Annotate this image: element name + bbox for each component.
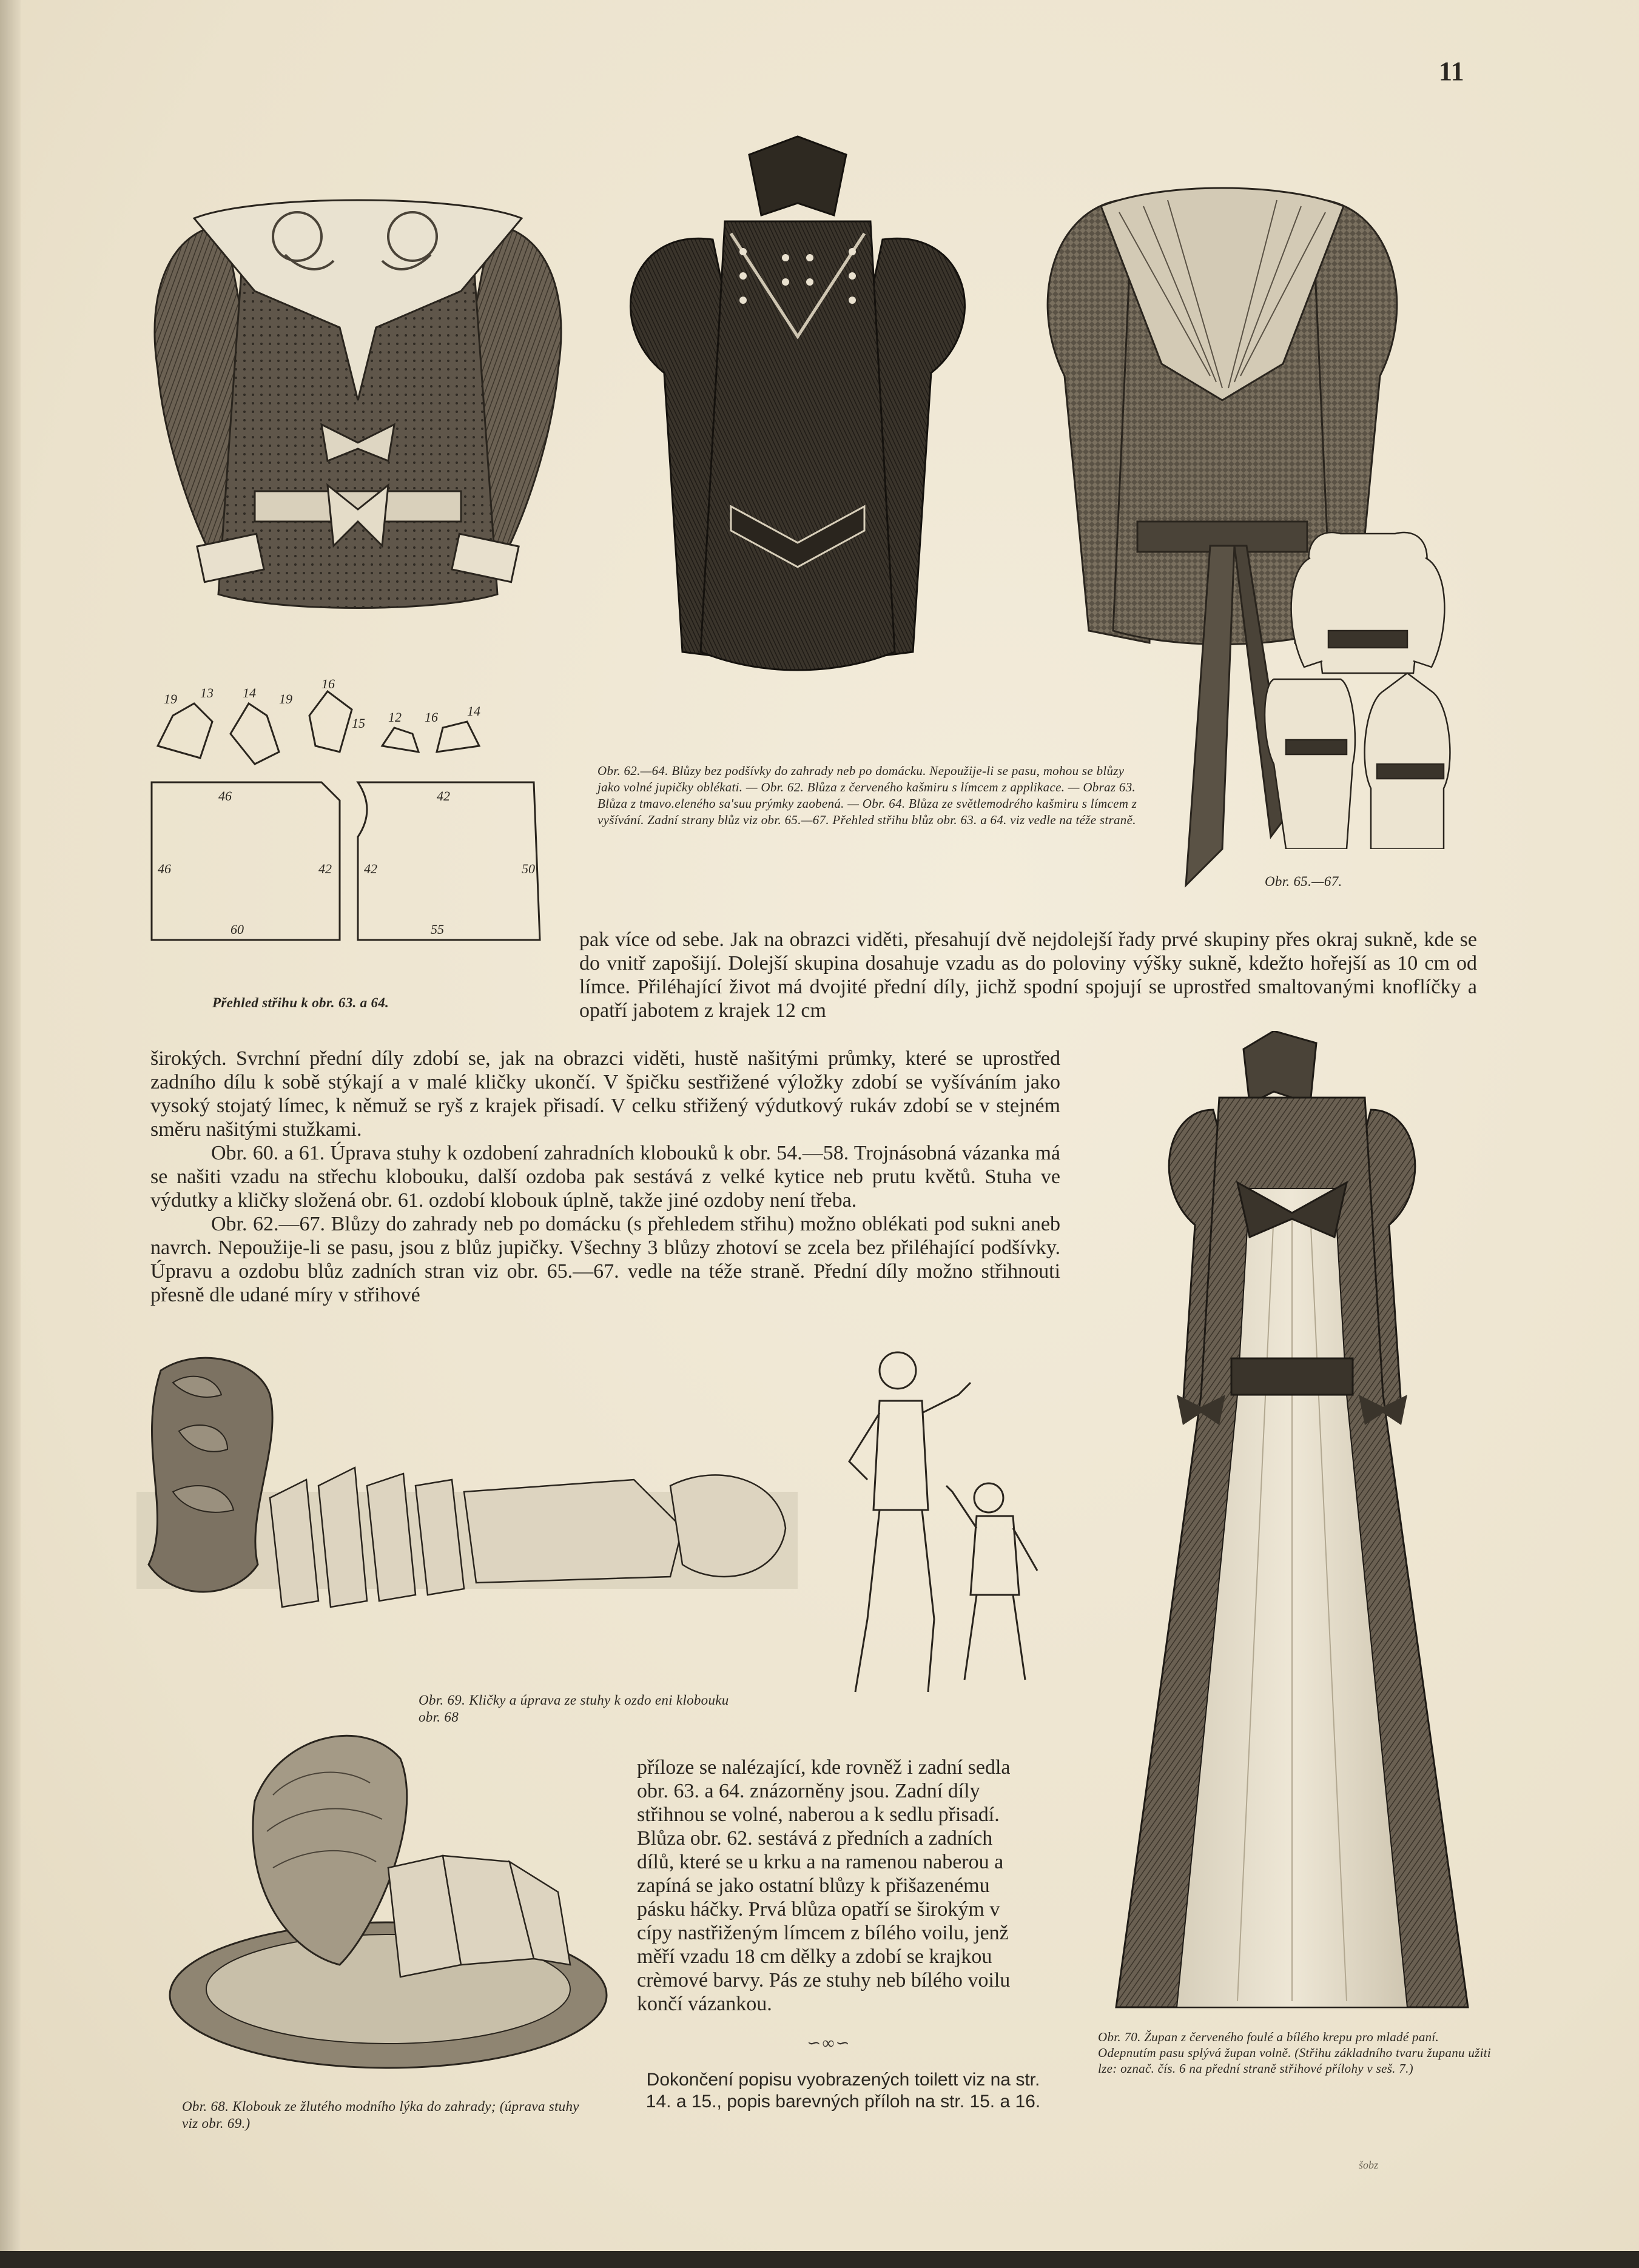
pattern-label-top-3: 14	[243, 685, 256, 700]
figure-68-hat	[158, 1710, 631, 2086]
caption-figure-69: Obr. 69. Kličky a úprava ze stuhy k ozdo eni klobouku obr. 68	[419, 1693, 729, 1725]
page-gutter-shadow	[0, 0, 21, 2268]
ornament-divider: ∽∞∽	[807, 2034, 851, 2053]
caption-figures-62-64: Obr. 62.—64. Blůzy bez podšívky do zahrady neb po domácku. Nepoužije-li se pasu, mohou se blůzy jako volné jupičky oblékati. — Obr. 62. Blůza z červeného kašmiru s límcem z applikace. — Obraz 63. Blůza z tmavo.eleného sa'suu prýmky zaobená. — Obr. 64. Blůza ze světlemodrého kašmiru s límcem z vyšívání. Zadní strany blůz viz obr. 65.—67. Přehled střihu blůz obr. 63. a 64. viz vedle na téže straně.	[597, 763, 1137, 827]
caption-figure-70: Obr. 70. Župan z červeného foulé a bílého krepu pro mladé paní. Odepnutím pasu splývá župan volně. (Střihu základního tvaru županu užiti lze: označ. čís. 6 na přední straně střihové přílohy v seš. 7.)	[1098, 2030, 1492, 2076]
pattern-label-top-2: 13	[200, 685, 214, 700]
caption-figures-65-67: Obr. 65.—67.	[1265, 874, 1342, 889]
figure-70-gown	[1092, 1031, 1492, 2013]
pattern-label-top-8: 16	[425, 710, 438, 725]
pattern-label-mid-left-height: 42	[318, 861, 332, 876]
pattern-label-left-height: 46	[158, 861, 171, 876]
pattern-label-top-1: 19	[164, 691, 177, 706]
page-bottom-edge	[0, 2251, 1639, 2268]
caption-pattern: Přehled střihu k obr. 63. a 64.	[212, 995, 389, 1010]
figure-65-67-back-views	[1250, 509, 1468, 849]
pattern-label-top-4: 19	[279, 691, 292, 706]
pattern-label-back-width: 42	[437, 788, 450, 804]
body-paragraph-lower: příloze se nalézající, kde rovněž i zadní sedla obr. 63. a 64. znázorněny jsou. Zadní díly střihnou se volné, naberou a k sedlu přisadí. Blůza obr. 62. sestává z předních a zadních dílů, které se u krku a na ramenou naberou a zapíná se jako ostatní blůzy k přišazenému pásku háčky. Prvá blůza opatří se širokým v cípy nastřiženým límcem z bílého voilu, jenž měří vzadu 18 cm dělky a zdobí se krajkou crèmové barvy. Pás ze stuhy neb bílého voilu končí vázankou.	[637, 1756, 1011, 2015]
pattern-label-top-9: 14	[467, 703, 480, 719]
pattern-label-mid-right-height: 42	[364, 861, 377, 876]
pattern-label-bottom-right: 55	[431, 922, 444, 937]
body-paragraph-1: širokých. Svrchní přední díly zdobí se, jak na obrazci viděti, hustě našitými průmky, které se uprostřed zadního dílu k sobě stýkají a v malé kličky ukončí. V špičku sestřižené výložky zdobí se vyšíváním jako vysoký stojatý límec, k němuž se ryš z krajek přisadí. V celku střižený výdutkový rukáv zdobí se v stejném směru našitými stužkami.	[150, 1047, 1060, 1141]
figure-69-ribbon	[136, 1346, 798, 1662]
figure-63-blouse	[591, 130, 1004, 700]
body-paragraph-3: Obr. 62.—67. Blůzy do zahrady neb po domácku (s přehledem střihu) možno oblékati pod sukni aneb navrch. Nepoužije-li se pasu, jsou z blůz jupičky. Všechny 3 blůzy zhotoví se zcela bez přiléhající podšívky. Úpravu a ozdobu blůz zadních stran viz obr. 65.—67. vedle na téže straně. Přední díly možno střihnouti přesně dle udané míry v střihové	[150, 1213, 1060, 1306]
pattern-label-top-6: 15	[352, 716, 365, 731]
caption-figure-68: Obr. 68. Klobouk ze žlutého modního lýka do zahrady; (úprava stuhy viz obr. 69.)	[182, 2099, 579, 2131]
pattern-label-right-height: 50	[522, 861, 535, 876]
body-text-top	[579, 928, 1477, 1022]
body-paragraph-2: Obr. 60. a 61. Úprava stuhy k ozdobení zahradních klobouků k obr. 54.—58. Trojnásobná vázanka má se našiti vzadu na střechu klobouku, další ozdoba pak sestává z velké kytice neb prutu květů. Stuha ve výdutky a kličky složená obr. 61. ozdobí klobouk úplně, takže jiné ozdoby není třeba.	[150, 1142, 1060, 1212]
pattern-diagram	[140, 679, 564, 946]
pattern-label-bottom-left: 60	[231, 922, 244, 937]
pattern-label-front-width: 46	[218, 788, 232, 804]
body-text-main	[150, 1047, 1060, 1307]
figure-62-blouse	[121, 170, 594, 655]
body-paragraph-top: pak více od sebe. Jak na obrazci viděti, přesahují dvě nejdolejší řady prvé skupiny přes okraj sukně, kde se do vnitř zapošijí. Dolejší skupina dosahuje vzadu as do poloviny výšky sukně, kdežto hořejší as 10 cm od límce. Přiléhající život má dvojité přední díly, jichž spodní spojují se uprostřed smaltovanými knoflíčky a opatří jabotem z krajek 12 cm	[579, 928, 1477, 1022]
footnote-continuation: Dokončení popisu vyobrazených toilett viz na str. 14. a 15., popis barevných příloh na str. 15. a 16.	[645, 2070, 1041, 2112]
pattern-label-top-5: 16	[321, 679, 335, 691]
pattern-label-top-7: 12	[388, 710, 402, 725]
body-text-lower	[637, 1756, 1031, 2016]
page-number: 11	[1439, 56, 1464, 86]
illustration-boxing-figures	[831, 1340, 1049, 1704]
printer-mark: šobz	[1359, 2159, 1379, 2171]
